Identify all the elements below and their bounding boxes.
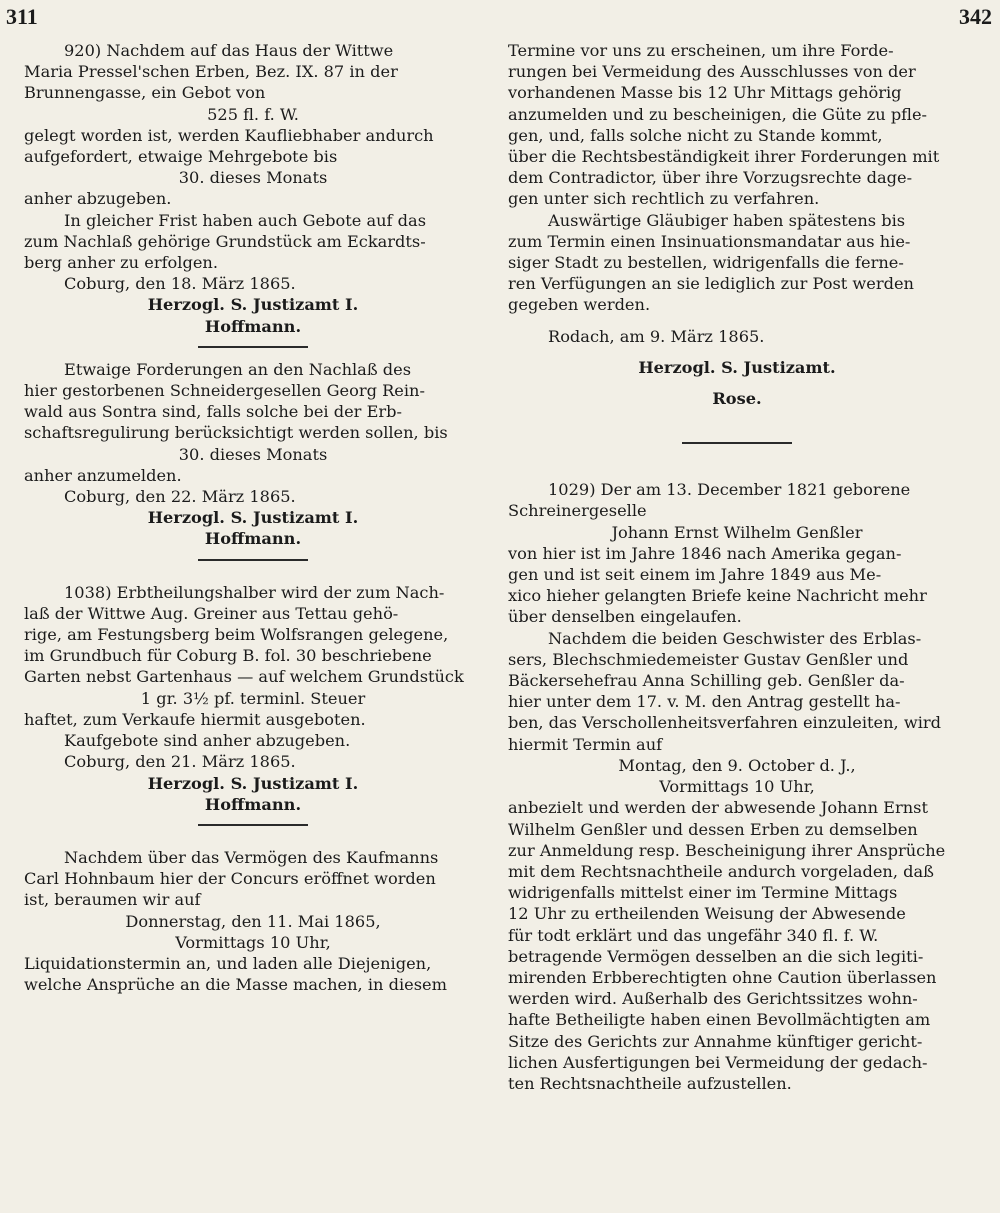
text-line: sers, Blechschmiedemeister Gustav Genßler und xyxy=(508,649,909,669)
text-line: zum Nachlaß gehörige Grundstück am Eckardts- xyxy=(24,231,426,251)
notice-claims xyxy=(24,359,482,550)
text-line: In gleicher Frist haben auch Gebote auf das xyxy=(64,210,427,230)
text-line: gen und ist seit einem im Jahre 1849 aus Me- xyxy=(508,565,882,585)
right-column xyxy=(508,40,966,1094)
text-line: Kaufgebote sind anher abzugeben. xyxy=(64,731,351,751)
text-line: zur Anmeldung resp. Bescheinigung ihrer Ansprüche xyxy=(508,840,946,860)
hearing-date: Donnerstag, den 11. Mai 1865, xyxy=(125,911,381,931)
section-divider xyxy=(198,824,308,826)
court-office: Herzogl. S. Justizamt I. xyxy=(147,508,359,528)
notice-920 xyxy=(24,40,482,337)
text-line: anher anzumelden. xyxy=(24,465,182,485)
court-office: Herzogl. S. Justizamt I. xyxy=(147,773,359,793)
text-line: gen, und, falls solche nicht zu Stande kommt, xyxy=(508,125,883,145)
notice-concurs-continued xyxy=(508,40,966,409)
text-line: Etwaige Forderungen an den Nachlaß des xyxy=(64,359,412,379)
left-column xyxy=(24,40,482,995)
text-line: vorhandenen Masse bis 12 Uhr Mittags gehörig xyxy=(508,83,902,103)
section-divider xyxy=(682,442,792,444)
text-line: wald aus Sontra sind, falls solche bei der Erb- xyxy=(24,402,402,422)
text-line: dem Contradictor, über ihre Vorzugsrechte dage- xyxy=(508,168,913,188)
text-line: Garten nebst Gartenhaus — auf welchem Grundstück xyxy=(24,667,464,687)
text-line: Schreinergeselle xyxy=(508,501,647,521)
text-line: gen unter sich rechtlich zu verfahren. xyxy=(508,189,820,209)
text-line: Nachdem über das Vermögen des Kaufmanns xyxy=(64,847,439,867)
text-line: ist, beraumen wir auf xyxy=(24,890,201,910)
text-line: für todt erklärt und das ungefähr 340 fl. f. W. xyxy=(508,925,879,945)
text-line: betragende Vermögen desselben an die sich legiti- xyxy=(508,946,924,966)
place-date: Coburg, den 18. März 1865. xyxy=(64,274,296,294)
text-line: mirenden Erbberechtigten ohne Caution überlassen xyxy=(508,967,937,987)
signature: Rose. xyxy=(712,389,762,409)
text-line: schaftsregulirung berücksichtigt werden sollen, bis xyxy=(24,423,448,443)
page-number-left: 311 xyxy=(6,4,38,29)
text-line: 920) Nachdem auf das Haus der Wittwe xyxy=(64,41,394,60)
text-line: hafte Betheiligte haben einen Bevollmächtigten am xyxy=(508,1010,931,1030)
text-line: gegeben werden. xyxy=(508,295,651,315)
text-line: anbezielt und werden der abwesende Johann Ernst xyxy=(508,798,928,818)
signature: Hoffmann. xyxy=(204,316,302,336)
court-office: Herzogl. S. Justizamt. xyxy=(638,357,836,377)
signature: Hoffmann. xyxy=(204,794,302,814)
text-line: Brunnengasse, ein Gebot von xyxy=(24,83,266,103)
text-line: laß der Wittwe Aug. Greiner aus Tettau gehö- xyxy=(24,603,399,623)
text-line: Bäckersehefrau Anna Schilling geb. Genßler da- xyxy=(508,671,905,691)
notice-concurs xyxy=(24,847,482,995)
text-line: werden wird. Außerhalb des Gerichtssitzes wohn- xyxy=(508,989,918,1009)
place-date: Coburg, den 22. März 1865. xyxy=(64,487,296,507)
text-line: Nachdem die beiden Geschwister des Erblas- xyxy=(548,628,922,648)
text-line: anher abzugeben. xyxy=(24,189,172,209)
text-line: 1038) Erbtheilungshalber wird der zum Nach- xyxy=(64,582,445,602)
notice-1029 xyxy=(508,479,966,1094)
place-date: Rodach, am 9. März 1865. xyxy=(548,326,765,346)
text-line: haftet, zum Verkaufe hiermit ausgeboten. xyxy=(24,709,366,729)
court-office: Herzogl. S. Justizamt I. xyxy=(147,295,359,315)
text-line: ben, das Verschollenheitsverfahren einzuleiten, wird xyxy=(508,713,941,733)
deadline: 30. dieses Monats xyxy=(178,444,328,464)
bid-amount: 525 fl. f. W. xyxy=(207,104,299,124)
text-line: Liquidationstermin an, und laden alle Diejenigen, xyxy=(24,953,432,973)
text-line: Auswärtige Gläubiger haben spätestens bis xyxy=(548,210,906,230)
text-line: welche Ansprüche an die Masse machen, in diesem xyxy=(24,975,447,995)
notice-1038 xyxy=(24,582,482,815)
text-line: Maria Pressel'schen Erben, Bez. IX. 87 in der xyxy=(24,62,398,82)
text-line: 1029) Der am 13. December 1821 geborene xyxy=(548,480,911,500)
text-line: hiermit Termin auf xyxy=(508,734,663,754)
text-line: von hier ist im Jahre 1846 nach Amerika gegan- xyxy=(508,543,902,563)
hearing-date: Montag, den 9. October d. J., xyxy=(618,755,856,775)
page-number-right: 342 xyxy=(959,4,992,29)
text-line: aufgefordert, etwaige Mehrgebote bis xyxy=(24,147,338,167)
text-line: ten Rechtsnachtheile aufzustellen. xyxy=(508,1073,792,1093)
text-line: hier gestorbenen Schneidergesellen Georg Rein- xyxy=(24,381,425,401)
text-line: widrigenfalls mittelst einer im Termine Mittags xyxy=(508,883,898,903)
text-line: lichen Ausfertigungen bei Vermeidung der gedach- xyxy=(508,1052,928,1072)
text-line: mit dem Rechtsnachtheile andurch vorgeladen, daß xyxy=(508,861,934,881)
text-line: siger Stadt zu bestellen, widrigenfalls die ferne- xyxy=(508,253,904,273)
text-line: rungen bei Vermeidung des Ausschlusses von der xyxy=(508,62,916,82)
hearing-time: Vormittags 10 Uhr, xyxy=(175,932,331,952)
text-line: gelegt worden ist, werden Kaufliebhaber andurch xyxy=(24,125,434,145)
text-line: xico hieher gelangten Briefe keine Nachricht mehr xyxy=(508,586,927,606)
text-line: zum Termin einen Insinuationsmandatar aus hie- xyxy=(508,231,911,251)
person-name: Johann Ernst Wilhelm Genßler xyxy=(611,522,863,542)
text-line: berg anher zu erfolgen. xyxy=(24,253,218,273)
text-line: 12 Uhr zu ertheilenden Weisung der Abwesende xyxy=(508,904,906,924)
deadline: 30. dieses Monats xyxy=(178,168,328,188)
text-line: über denselben eingelaufen. xyxy=(508,607,742,627)
text-line: hier unter dem 17. v. M. den Antrag gestellt ha- xyxy=(508,692,901,712)
section-divider xyxy=(198,559,308,561)
text-line: über die Rechtsbeständigkeit ihrer Forderungen mit xyxy=(508,147,940,167)
text-line: im Grundbuch für Coburg B. fol. 30 beschriebene xyxy=(24,646,432,666)
section-divider xyxy=(198,346,308,348)
text-line: Wilhelm Genßler und dessen Erben zu demselben xyxy=(508,819,918,839)
signature: Hoffmann. xyxy=(204,529,302,549)
text-line: anzumelden und zu bescheinigen, die Güte zu pfle- xyxy=(508,104,928,124)
hearing-time: Vormittags 10 Uhr, xyxy=(659,777,815,797)
text-line: Termine vor uns zu erscheinen, um ihre Forde- xyxy=(508,41,894,60)
text-line: Sitze des Gerichts zur Annahme künftiger gericht- xyxy=(508,1031,923,1051)
text-line: Carl Hohnbaum hier der Concurs eröffnet worden xyxy=(24,869,436,889)
text-line: rige, am Festungsberg beim Wolfsrangen gelegene, xyxy=(24,625,449,645)
place-date: Coburg, den 21. März 1865. xyxy=(64,752,296,772)
tax-line: 1 gr. 3½ pf. terminl. Steuer xyxy=(140,688,366,708)
text-line: ren Verfügungen an sie lediglich zur Post werden xyxy=(508,274,914,294)
